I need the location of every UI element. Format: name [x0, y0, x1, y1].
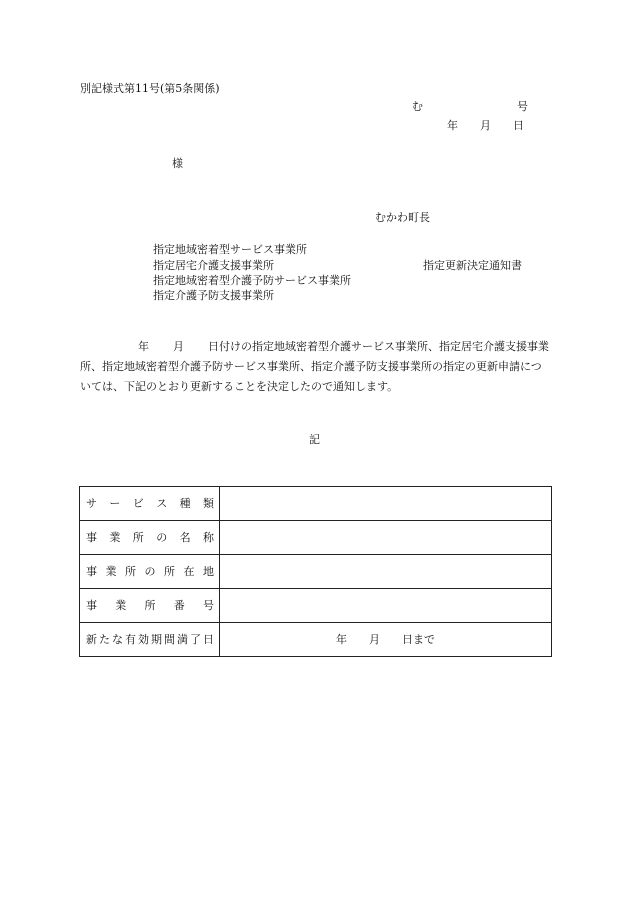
row-label-service-type: サービス種類 — [80, 487, 220, 521]
date-month-label: 月 — [480, 119, 491, 132]
table-row — [80, 487, 552, 521]
issue-date — [447, 119, 524, 133]
row-label-office-address: 事業所の所在地 — [80, 555, 220, 589]
form-number: 別記様式第11号(第5条関係) — [80, 82, 220, 95]
table-row — [80, 555, 552, 589]
body-year-label: 年 — [138, 340, 149, 353]
row-label-office-name: 事業所の名称 — [80, 521, 220, 555]
facility-type-3: 指定地域密着型介護予防サービス事業所 — [153, 274, 351, 287]
notice-title: 指定更新決定通知書 — [423, 259, 522, 272]
body-text: 日付けの指定地域密着型介護サービス事業所、指定居宅介護支援事業所、指定地域密着型介護予防サービス事業所、指定介護予防支援事業所の指定の更新申請については、下記のとおり更新することを決定したので通知します。 — [80, 340, 549, 393]
body-month-label: 月 — [173, 340, 184, 353]
facility-type-1: 指定地域密着型サービス事業所 — [153, 243, 307, 256]
issuer-name: むかわ町長 — [375, 211, 430, 224]
row-value-expiry-date: 年 月 日まで — [220, 623, 552, 657]
row-value-office-address — [220, 555, 552, 589]
note-heading: 記 — [309, 433, 320, 446]
date-year-label: 年 — [447, 119, 458, 132]
addressee-honorific: 様 — [172, 157, 183, 170]
table-row — [80, 521, 552, 555]
date-day-label: 日 — [513, 119, 524, 132]
facility-type-4: 指定介護予防支援事業所 — [153, 289, 274, 302]
document-number-suffix: 号 — [517, 100, 528, 113]
table-row — [80, 623, 552, 657]
details-table — [79, 486, 552, 657]
facility-type-2: 指定居宅介護支援事業所 — [153, 259, 274, 272]
row-label-office-number: 事業所番号 — [80, 589, 220, 623]
row-label-expiry-date: 新たな有効期間満了日 — [80, 623, 220, 657]
row-value-office-name — [220, 521, 552, 555]
row-value-service-type — [220, 487, 552, 521]
body-paragraph — [80, 337, 552, 397]
document-number-prefix: む — [412, 100, 423, 113]
row-value-office-number — [220, 589, 552, 623]
table-row — [80, 589, 552, 623]
